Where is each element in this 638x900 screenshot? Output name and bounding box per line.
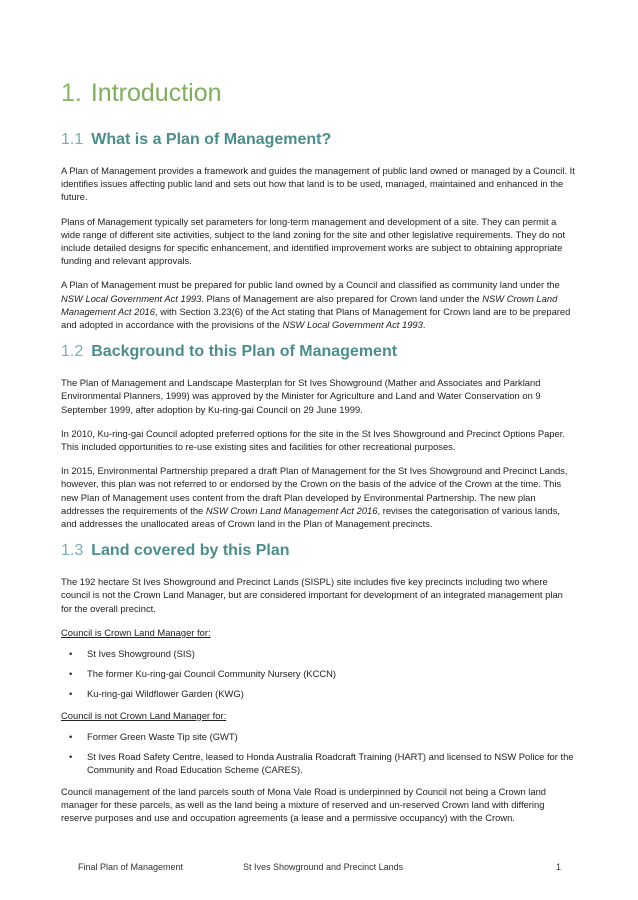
bullet-list: [61, 647, 576, 701]
bullet-icon: •: [69, 688, 73, 700]
act-citation: NSW Local Government Act 1993: [282, 319, 423, 331]
list-heading: Council is not Crown Land Manager for:: [61, 709, 227, 721]
paragraph: A Plan of Management provides a framework and guides the management of public land owned or managed by a Council. It identifies issues affecting public land and sets out how that land is to be used, managed, maintained and enhanced in the future.: [61, 165, 575, 203]
section-heading-1-2: [61, 342, 576, 362]
bullet-icon: •: [69, 751, 73, 763]
section-number: 1.3: [61, 542, 84, 560]
list-item: • St Ives Showground (SIS): [69, 648, 195, 660]
list-item: • Ku-ring-gai Wildflower Garden (KWG): [69, 688, 244, 700]
chapter-title: Introduction: [90, 79, 222, 107]
section-title: What is a Plan of Management?: [91, 131, 332, 148]
section-number: 1.1: [61, 131, 84, 148]
section-heading-1-1: [61, 130, 576, 150]
list-item: • The former Ku-ring-gai Council Community Nursery (KCCN): [69, 668, 337, 680]
bullet-icon: •: [69, 730, 73, 742]
list-item: • St Ives Road Safety Centre, leased to Honda Australia Roadcraft Training (HART) and licensed to NSW Police for the Community and Road Education Scheme (CARES).: [69, 751, 574, 776]
footer-document-title: Final Plan of Management: [78, 862, 184, 872]
act-citation: NSW Crown Land Management Act 2016: [205, 504, 378, 516]
chapter-heading: [61, 78, 576, 108]
section-number: 1.2: [61, 343, 84, 361]
footer-site-name: St Ives Showground and Precinct Lands: [243, 862, 404, 872]
bullet-list: [61, 730, 576, 777]
bullet-icon: •: [69, 668, 73, 680]
page-number: 1: [556, 862, 562, 872]
section-title: Background to this Plan of Management: [91, 343, 398, 361]
list-item: • Former Green Waste Tip site (GWT): [69, 730, 238, 742]
list-heading: Council is Crown Land Manager for:: [61, 626, 211, 638]
paragraph: Council management of the land parcels south of Mona Vale Road is underpinned by Council not being a Crown land manager for these parcels, as well as the land being a mixture of reserved and un-reserved Crown land with differing reserve purposes and use and occupation agreements (a lease and a permissive occupancy) with the Crown.: [61, 785, 547, 823]
paragraph: The 192 hectare St Ives Showground and Precinct Lands (SISPL) site includes five key precincts including two where council is not the Crown Land Manager, but are considered important for development of an integrated management plan for the overall precinct.: [61, 576, 563, 614]
bullet-icon: •: [69, 648, 73, 660]
paragraph: The Plan of Management and Landscape Masterplan for St Ives Showground (Mather and Associates and Parkland Environmental Planners, 1999) was approved by the Minister for Agriculture and Land and Water Conservation on 9 September 1999, after adoption by Ku-ring-gai Council on 29 June 1999.: [61, 377, 541, 415]
page-content: [61, 78, 576, 835]
act-citation: NSW Crown Land Management Act 2016: [61, 292, 558, 317]
paragraph: A Plan of Management must be prepared for public land owned by a Council and classified as community land under the NSW Local Government Act 1993. Plans of Management are also prepared for Crown land under the NSW Crown Land Management Act 2016, with Section 3.23(6) of the Act stating that Plans of Management for Crown land are to be prepared and adopted in accordance with the provisions of the NSW Local Government Act 1993.: [61, 279, 571, 331]
paragraph: Plans of Management typically set parameters for long-term management and development of a site. They can permit a wide range of different site activities, subject to the land zoning for the site and other legislative requirements. They do not include detailed designs for specific enhancement, and identified improvement works are subject to obtaining appropriate funding and relevant approvals.: [61, 215, 566, 267]
chapter-number: 1.: [61, 79, 82, 107]
paragraph: In 2010, Ku-ring-gai Council adopted preferred options for the site in the St Ives Showground and Precinct Options Paper. This included opportunities to re-use existing sites and facilities for other recreational purposes.: [61, 427, 565, 453]
section-title: Land covered by this Plan: [91, 542, 290, 560]
section-heading-1-3: [61, 541, 576, 561]
act-citation: NSW Local Government Act 1993: [61, 292, 202, 304]
paragraph: In 2015, Environmental Partnership prepared a draft Plan of Management for the St Ives Showground and Precinct Lands, however, this plan was not referred to or endorsed by the Crown on the basis of the advice of the Crown at the time. This new Plan of Management uses content from the draft Plan developed by Environmental Partnership. The new plan addresses the requirements of the NSW Crown Land Management Act 2016, revises the categorisation of various lands, and addresses the unallocated areas of Crown land in the Plan of Management precincts.: [61, 465, 568, 530]
